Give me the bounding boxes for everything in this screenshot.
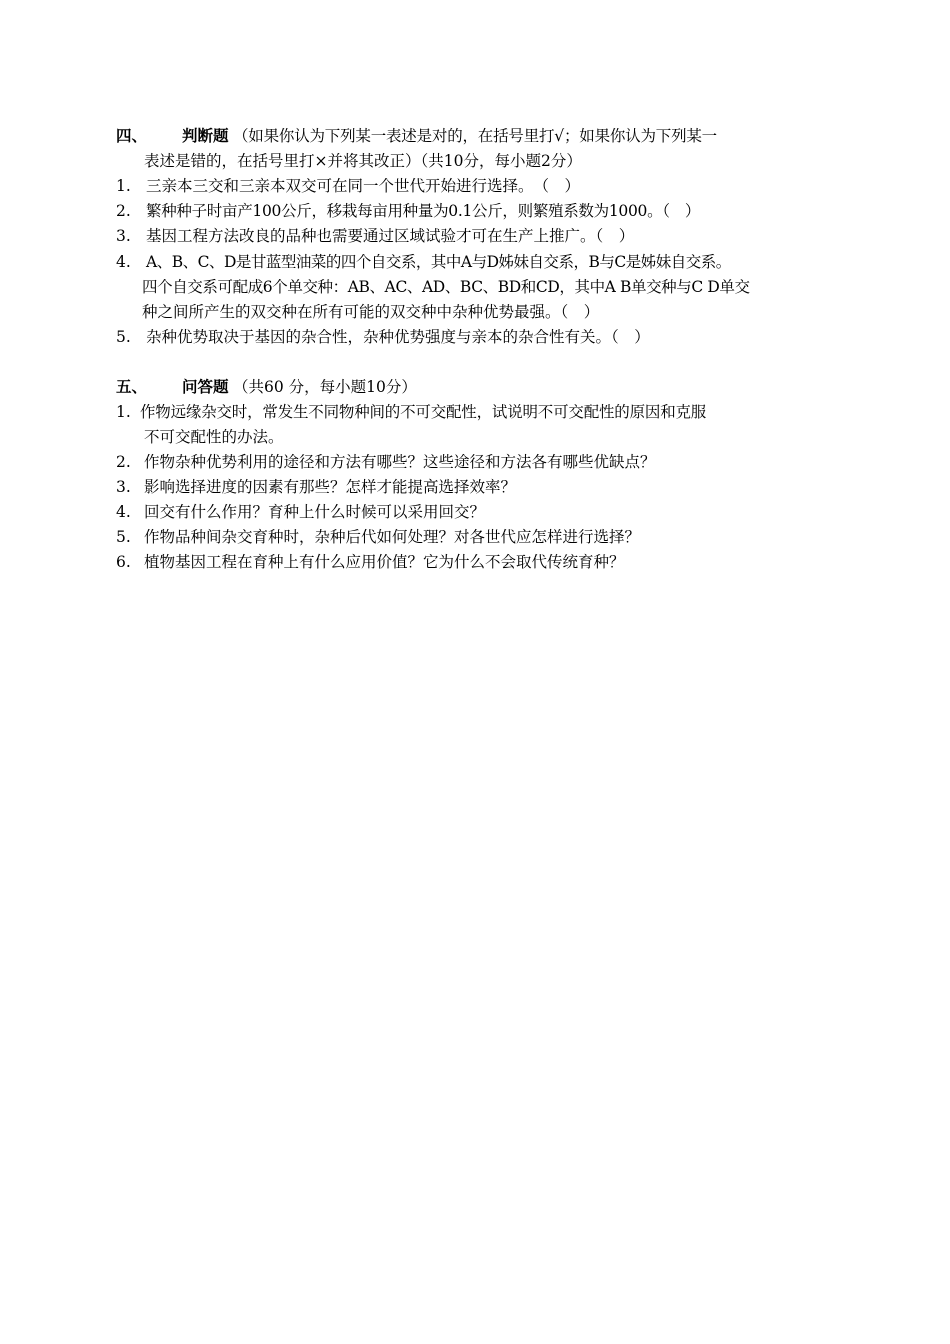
section5-item-3-number: 3. bbox=[116, 478, 131, 496]
section4-item-2-text: 繁种种子时亩产100公斤，移栽每亩用种量为0.1公斤，则繁殖系数为1000。（ ） bbox=[146, 202, 701, 220]
section4-instruction-line1: （如果你认为下列某一表述是对的，在括号里打√；如果你认为下列某一 bbox=[233, 127, 717, 145]
section4-item-1-text: 三亲本三交和三亲本双交可在同一个世代开始进行选择。 （ ） bbox=[146, 177, 581, 195]
section5-item-1-text-line1: 作物远缘杂交时，常发生不同物种间的不可交配性，试说明不可交配性的原因和克服 bbox=[140, 403, 707, 421]
section4-number: 四、 bbox=[116, 126, 148, 145]
section4-item-2-number: 2. bbox=[116, 202, 131, 220]
section4-item-4-text-line2: 四个自交系可配成6个单交种：AB、AC、AD、BC、BD和CD，其中A B单交种与C D单交 bbox=[142, 278, 750, 296]
section4-item-4-number: 4. bbox=[116, 253, 131, 271]
section5-item-3-text: 影响选择进度的因素有那些？怎样才能提高选择效率？ bbox=[144, 478, 517, 496]
section5-instruction: （共60 分，每小题10分） bbox=[233, 378, 417, 396]
section5-item-4-text: 回交有什么作用？育种上什么时候可以采用回交？ bbox=[144, 503, 486, 521]
section5-number: 五、 bbox=[116, 377, 148, 396]
section5-item-5-text: 作物品种间杂交育种时，杂种后代如何处理？对各世代应怎样进行选择？ bbox=[144, 528, 641, 546]
section4-item-3-number: 3. bbox=[116, 227, 131, 245]
section4-title: 判断题 bbox=[182, 126, 229, 145]
section5-item-2-number: 2. bbox=[116, 453, 131, 471]
section4-item-4-text-line1: A、B、C、D是甘蓝型油菜的四个自交系，其中A与D姊妹自交系，B与C是姊妹自交系。 bbox=[146, 253, 731, 271]
section5-item-5-number: 5. bbox=[116, 528, 131, 546]
section4-item-4-text-line3: 种之间所产生的双交种在所有可能的双交种中杂种优势最强。（ ） bbox=[142, 303, 600, 321]
section4-item-5-number: 5. bbox=[116, 328, 131, 346]
section5-item-4-number: 4. bbox=[116, 503, 131, 521]
section5-item-6-text: 植物基因工程在育种上有什么应用价值？它为什么不会取代传统育种？ bbox=[144, 553, 625, 571]
section5-title: 问答题 bbox=[182, 377, 229, 396]
section5-item-1-number: 1. bbox=[116, 403, 131, 421]
section5-item-1-text-line2: 不可交配性的办法。 bbox=[144, 428, 284, 446]
section4-item-3-text: 基因工程方法改良的品种也需要通过区域试验才可在生产上推广。（ ） bbox=[146, 227, 635, 245]
section5-item-2-text: 作物杂种优势利用的途径和方法有哪些？这些途径和方法各有哪些优缺点？ bbox=[144, 453, 656, 471]
section5-item-6-number: 6. bbox=[116, 553, 131, 571]
section4-item-5-text: 杂种优势取决于基因的杂合性，杂种优势强度与亲本的杂合性有关。（ ） bbox=[146, 328, 650, 346]
section4-instruction-line2: 表述是错的，在括号里打×并将其改正）（共10分，每小题2分） bbox=[144, 152, 582, 170]
section4-item-1-number: 1. bbox=[116, 177, 131, 195]
